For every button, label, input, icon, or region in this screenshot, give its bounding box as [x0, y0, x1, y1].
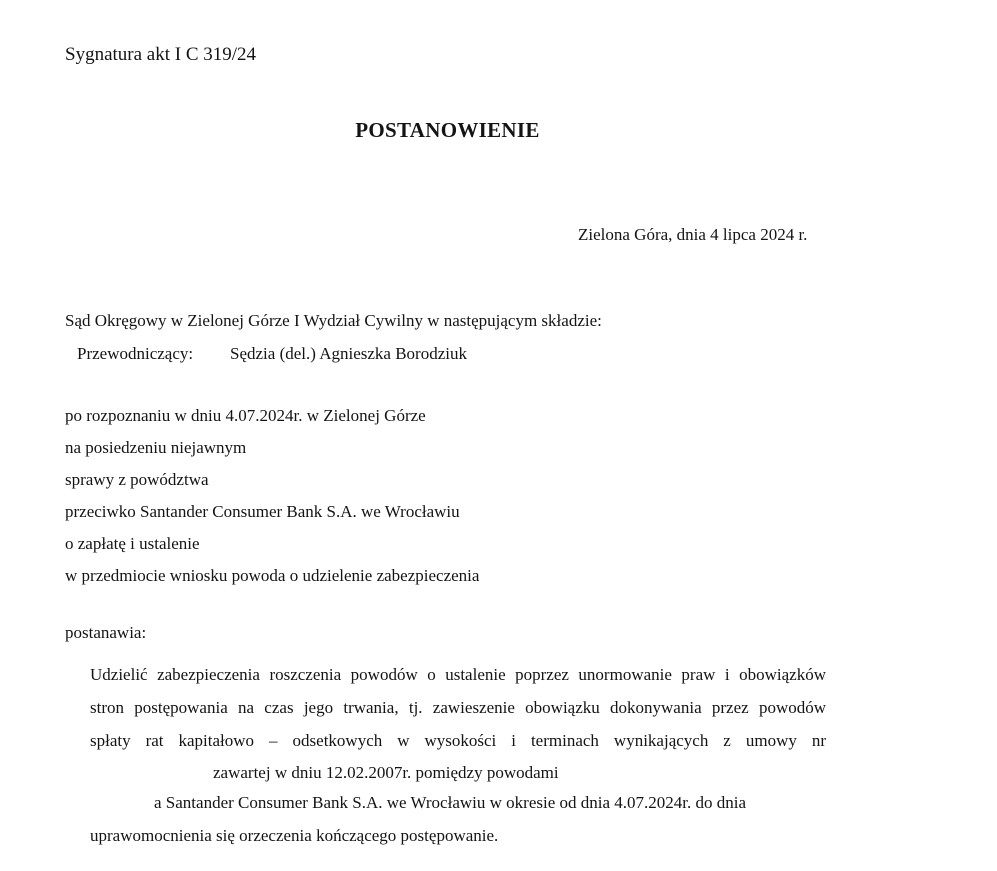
chair-label: Przewodniczący: [77, 344, 194, 363]
case-signature: Sygnatura akt I C 319/24 [65, 44, 257, 65]
circumstance-line-5: o zapłatę i ustalenie [65, 534, 200, 553]
circumstance-line-6: w przedmiocie wniosku powoda o udzielenie zabezpieczenia [65, 566, 480, 585]
circumstance-line-3: sprawy z powództwa [65, 470, 209, 489]
chair-name: Sędzia (del.) Agnieszka Borodziuk [230, 344, 467, 363]
decision-line-6: uprawomocnienia się orzeczenia kończącego postępowanie. [90, 826, 499, 845]
court-composition: Sąd Okręgowy w Zielonej Górze I Wydział Cywilny w następującym składzie: [65, 311, 602, 330]
place-and-date: Zielona Góra, dnia 4 lipca 2024 r. [578, 225, 808, 244]
decision-line-3: spłaty rat kapitałowo – odsetkowych w wysokości i terminach wynikających z umowy nr [90, 731, 826, 750]
decision-line-2: stron postępowania na czas jego trwania, tj. zawieszenie obowiązku dokonywania przez powodów [90, 698, 826, 717]
decision-line-1: Udzielić zabezpieczenia roszczenia powodów o ustalenie poprzez unormowanie praw i obowiązków [90, 665, 826, 684]
decision-line-4: zawartej w dniu 12.02.2007r. pomiędzy powodami [213, 763, 559, 782]
circumstance-line-4: przeciwko Santander Consumer Bank S.A. we Wrocławiu [65, 502, 460, 521]
circumstance-line-1: po rozpoznaniu w dniu 4.07.2024r. w Zielonej Górze [65, 406, 426, 425]
decision-label: postanawia: [65, 623, 147, 642]
document-title: POSTANOWIENIE [355, 118, 540, 142]
decision-line-5: a Santander Consumer Bank S.A. we Wrocławiu w okresie od dnia 4.07.2024r. do dnia [154, 793, 747, 812]
circumstance-line-2: na posiedzeniu niejawnym [65, 438, 247, 457]
